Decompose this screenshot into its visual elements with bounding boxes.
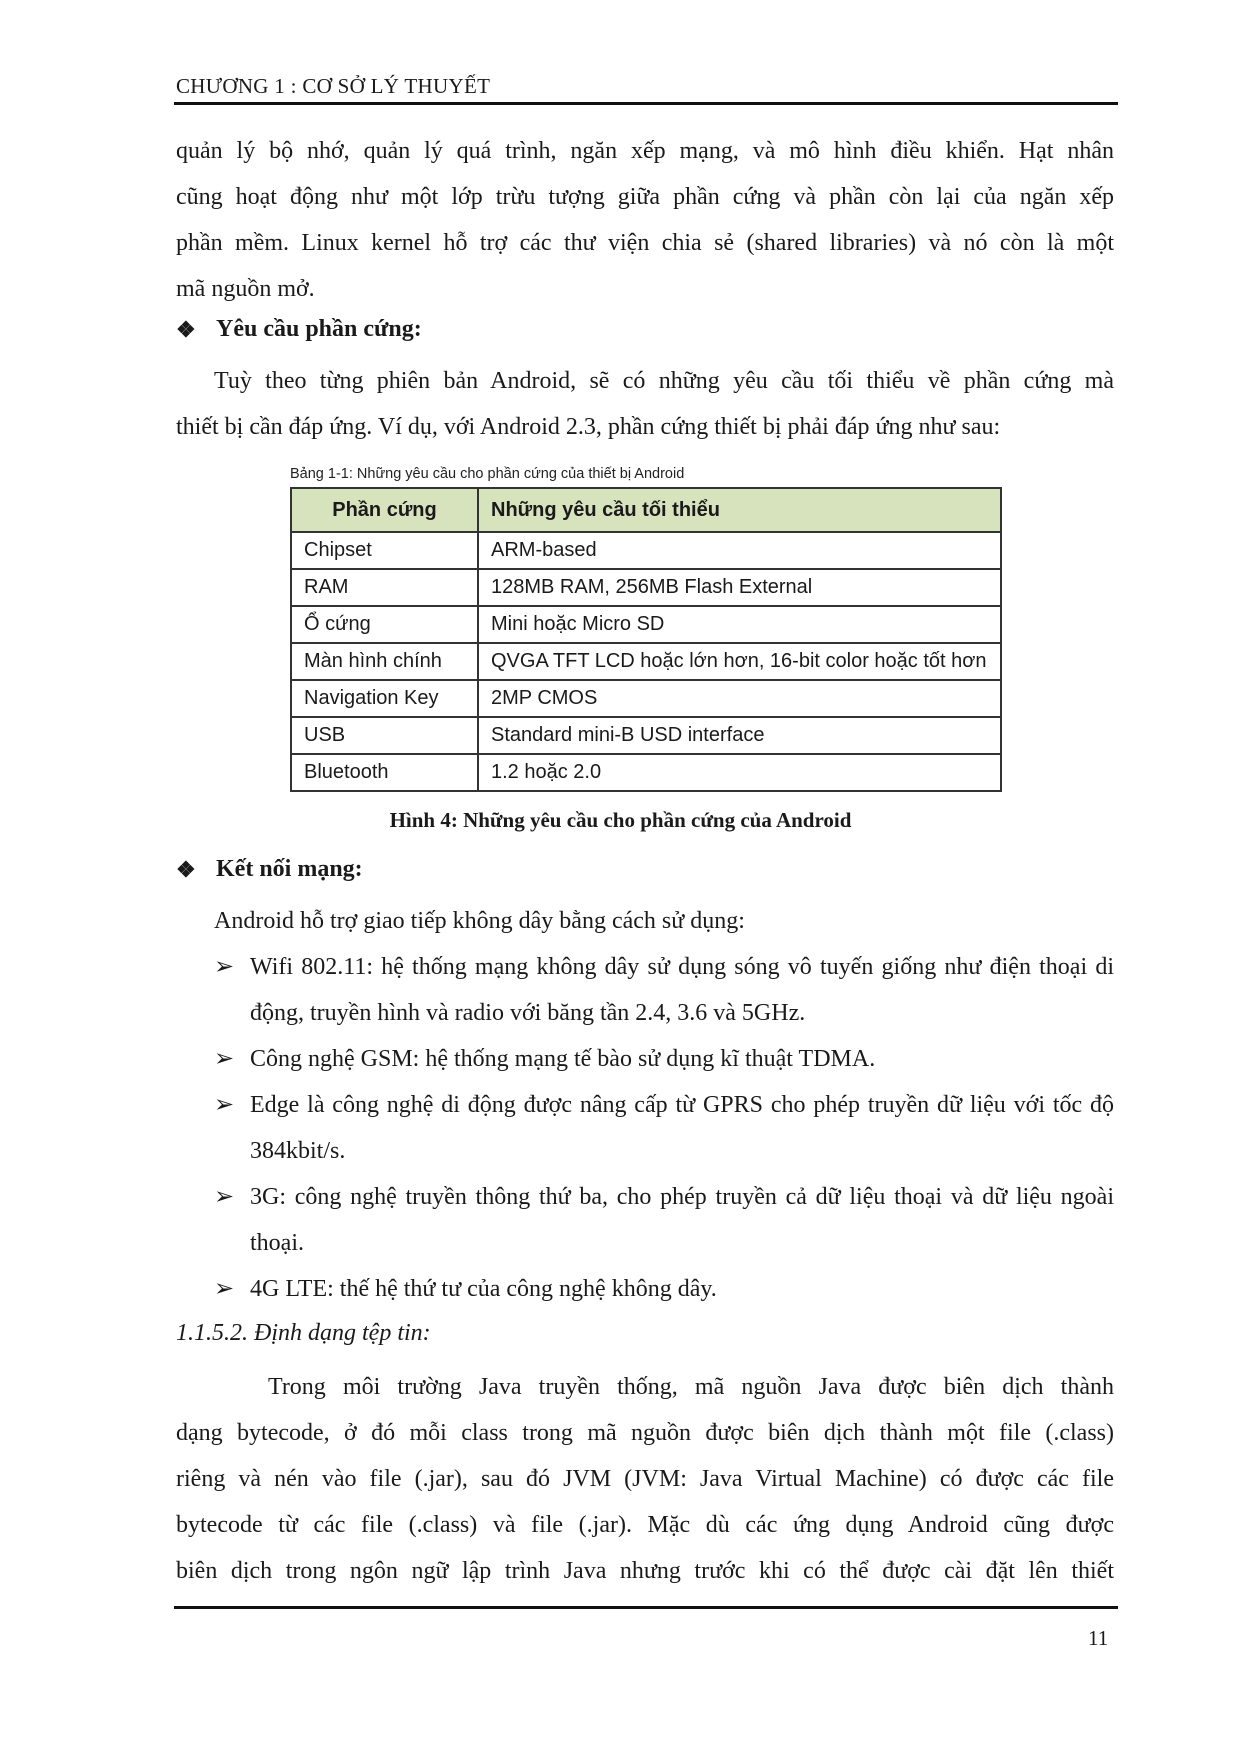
figure-caption: Hình 4: Những yêu cầu cho phần cứng của Android: [389, 808, 852, 832]
table-header-cell: Những yêu cầu tối thiểu: [478, 488, 1001, 532]
header-rule: [174, 102, 1118, 105]
table-header-row: [291, 488, 1001, 532]
arrow-bullet-icon: ➢: [214, 1092, 235, 1118]
network-title: Kết nối mạng:: [216, 856, 363, 882]
hardware-title: Yêu cầu phần cứng:: [216, 316, 422, 342]
list-item-text: Wifi 802.11: hệ thống mạng không dây sử dụng sóng vô tuyến giống như điện thoại di động, truyền hình và radio với băng tần 2.4, 3.6 và 5GHz.: [250, 954, 1114, 1026]
page-number: 11: [1088, 1626, 1109, 1650]
table-cell: Chipset: [291, 532, 478, 569]
subsection-line: dạng bytecode, ở đó mỗi class trong mã nguồn được biên dịch thành một file (.class): [176, 1420, 1114, 1446]
list-item: [176, 1036, 1114, 1082]
table-cell: QVGA TFT LCD hoặc lớn hơn, 16-bit color hoặc tốt hơn: [478, 643, 1001, 680]
network-list: [176, 944, 1114, 1312]
network-intro-line: Android hỗ trợ giao tiếp không dây bằng cách sử dụng:: [214, 908, 745, 934]
table-header-cell: Phần cứng: [291, 488, 478, 532]
list-item: [176, 1174, 1114, 1266]
arrow-bullet-icon: ➢: [214, 1046, 235, 1072]
table-cell: USB: [291, 717, 478, 754]
arrow-bullet-icon: ➢: [214, 1276, 235, 1302]
list-item: [176, 1266, 1114, 1312]
table-cell: 128MB RAM, 256MB Flash External: [478, 569, 1001, 606]
subsection-line: bytecode từ các file (.class) và file (.jar). Mặc dù các ứng dụng Android cũng được: [176, 1512, 1114, 1538]
subsection-title: 1.1.5.2. Định dạng tệp tin:: [176, 1320, 431, 1346]
list-item-text: Công nghệ GSM: hệ thống mạng tế bào sử dụng kĩ thuật TDMA.: [250, 1046, 876, 1072]
network-heading: [176, 856, 363, 883]
list-item: [176, 1082, 1114, 1174]
arrow-bullet-icon: ➢: [214, 954, 235, 980]
table-row: [291, 754, 1001, 791]
table-row: [291, 643, 1001, 680]
intro-line: cũng hoạt động như một lớp trừu tượng giữa phần cứng và phần còn lại của ngăn xếp: [176, 184, 1114, 210]
subsection-line: riêng và nén vào file (.jar), sau đó JVM (JVM: Java Virtual Machine) có được các file: [176, 1466, 1114, 1492]
table-cell: Standard mini-B USD interface: [478, 717, 1001, 754]
table-cell: Navigation Key: [291, 680, 478, 717]
list-item-text: Edge là công nghệ di động được nâng cấp từ GPRS cho phép truyền dữ liệu với tốc độ 384kbit/s.: [250, 1092, 1114, 1164]
table-row: [291, 680, 1001, 717]
subsection-line: biên dịch trong ngôn ngữ lập trình Java nhưng trước khi có thể được cài đặt lên thiết: [176, 1558, 1114, 1584]
chapter-header: CHƯƠNG 1 : CƠ SỞ LÝ THUYẾT: [176, 74, 491, 98]
diamond-bullet-icon: ❖: [176, 856, 196, 882]
intro-line: phần mềm. Linux kernel hỗ trợ các thư viện chia sẻ (shared libraries) và nó còn là một: [176, 230, 1114, 256]
table-cell: Mini hoặc Micro SD: [478, 606, 1001, 643]
diamond-bullet-icon: ❖: [176, 316, 196, 342]
subsection-paragraph: [176, 1364, 1114, 1594]
arrow-bullet-icon: ➢: [214, 1184, 235, 1210]
hardware-line: thiết bị cần đáp ứng. Ví dụ, với Android 2.3, phần cứng thiết bị phải đáp ứng như sau:: [176, 414, 1001, 440]
table-row: [291, 532, 1001, 569]
table-cell: Màn hình chính: [291, 643, 478, 680]
list-item: [176, 944, 1114, 1036]
table-cell: RAM: [291, 569, 478, 606]
table-row: [291, 569, 1001, 606]
intro-line: mã nguồn mở.: [176, 276, 315, 302]
table-cell: Bluetooth: [291, 754, 478, 791]
table-caption: Bảng 1-1: Những yêu cầu cho phần cứng của thiết bị Android: [290, 466, 685, 482]
list-item-text: 4G LTE: thế hệ thứ tư của công nghệ không dây.: [250, 1276, 717, 1302]
hardware-table: [290, 487, 1002, 792]
intro-line: quản lý bộ nhớ, quản lý quá trình, ngăn xếp mạng, và mô hình điều khiển. Hạt nhân: [176, 138, 1114, 164]
table-cell: ARM-based: [478, 532, 1001, 569]
intro-paragraph: [176, 128, 1114, 312]
subsection-line: Trong môi trường Java truyền thống, mã nguồn Java được biên dịch thành: [268, 1374, 1114, 1400]
hardware-paragraph: [176, 358, 1114, 450]
footer-rule: [174, 1606, 1118, 1609]
table-row: [291, 606, 1001, 643]
hardware-heading: [176, 316, 422, 343]
table-cell: 2MP CMOS: [478, 680, 1001, 717]
list-item-text: 3G: công nghệ truyền thông thứ ba, cho phép truyền cả dữ liệu thoại và dữ liệu ngoài thoại.: [250, 1184, 1114, 1256]
table-row: [291, 717, 1001, 754]
table-cell: 1.2 hoặc 2.0: [478, 754, 1001, 791]
table-cell: Ổ cứng: [291, 606, 478, 643]
hardware-line: Tuỳ theo từng phiên bản Android, sẽ có những yêu cầu tối thiểu về phần cứng mà: [214, 368, 1114, 394]
network-intro: [214, 898, 1114, 944]
